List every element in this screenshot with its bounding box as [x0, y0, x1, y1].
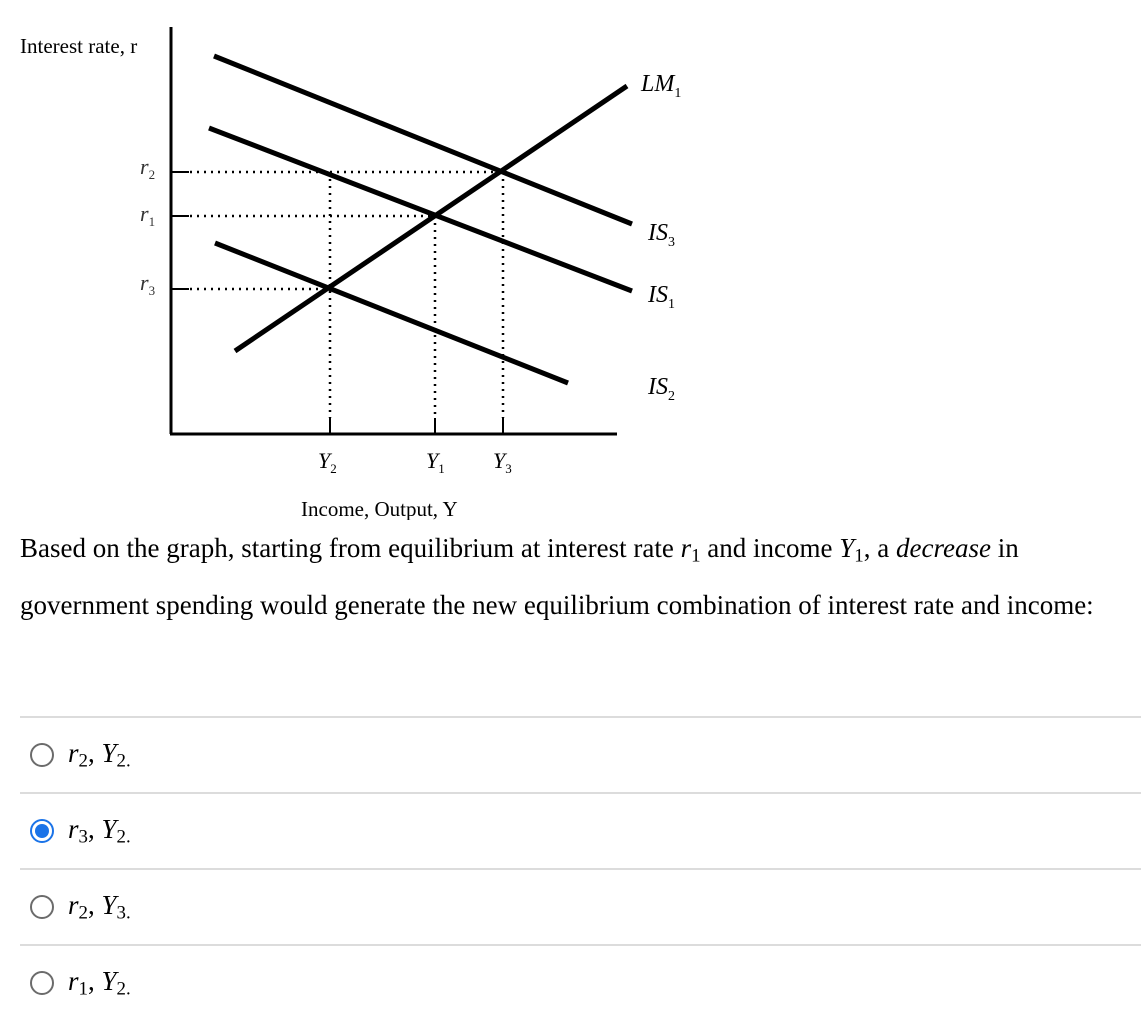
- answer-option-3[interactable]: [20, 868, 1141, 944]
- y-axis-label: Interest rate, r: [20, 34, 138, 58]
- x-tick-label-y1: $Y_1$: [426, 448, 445, 476]
- x-axis-label: Income, Output, Y: [301, 497, 458, 520]
- radio-button[interactable]: [30, 743, 54, 767]
- answer-option-2[interactable]: [20, 792, 1141, 868]
- option-label: $r_3$, $Y_{2.}$: [68, 813, 131, 848]
- y-tick-label-r2: $r_2$: [140, 154, 156, 182]
- radio-button[interactable]: [30, 971, 54, 995]
- question-part-1: Based on the graph, starting from equilibrium at interest rate: [20, 533, 681, 563]
- y-tick-label-r3: $r_3$: [140, 270, 156, 298]
- question-part-3: , a: [863, 533, 896, 563]
- option-label: $r_1$, $Y_{2.}$: [68, 965, 131, 1000]
- label-lm1: $LM_1$: [641, 71, 682, 101]
- answer-option-4[interactable]: [20, 944, 1141, 1020]
- curve-is3: [214, 56, 632, 224]
- option-label: $r_2$, $Y_{2.}$: [68, 737, 131, 772]
- x-tick-label-y2: $Y_2$: [318, 448, 337, 476]
- question-text: [20, 524, 1130, 630]
- question-y-symbol: Y: [839, 533, 855, 563]
- question-y-subscript: 1: [854, 545, 864, 567]
- question-emphasis: decrease: [895, 533, 991, 563]
- option-label: $r_2$, $Y_{3.}$: [68, 889, 131, 924]
- label-is3: $IS_3$: [648, 220, 675, 250]
- x-tick-label-y3: $Y_3$: [493, 448, 512, 476]
- radio-button[interactable]: [30, 819, 54, 843]
- label-is2: $IS_2$: [648, 374, 675, 404]
- question-r-subscript: 1: [691, 545, 701, 567]
- radio-button[interactable]: [30, 895, 54, 919]
- answer-options: [20, 716, 1141, 1020]
- curve-is2: [215, 243, 568, 383]
- is-lm-graph: [0, 0, 720, 520]
- question-part-2: and income: [700, 533, 840, 563]
- question-part-4: in government spending would generate the new equilibrium combination of interest rate and income:: [20, 533, 1094, 620]
- y-tick-label-r1: $r_1$: [140, 201, 156, 229]
- label-is1: $IS_1$: [648, 282, 675, 312]
- curve-lm1: [235, 86, 627, 351]
- answer-option-1[interactable]: [20, 716, 1141, 792]
- question-r-symbol: r: [680, 533, 692, 563]
